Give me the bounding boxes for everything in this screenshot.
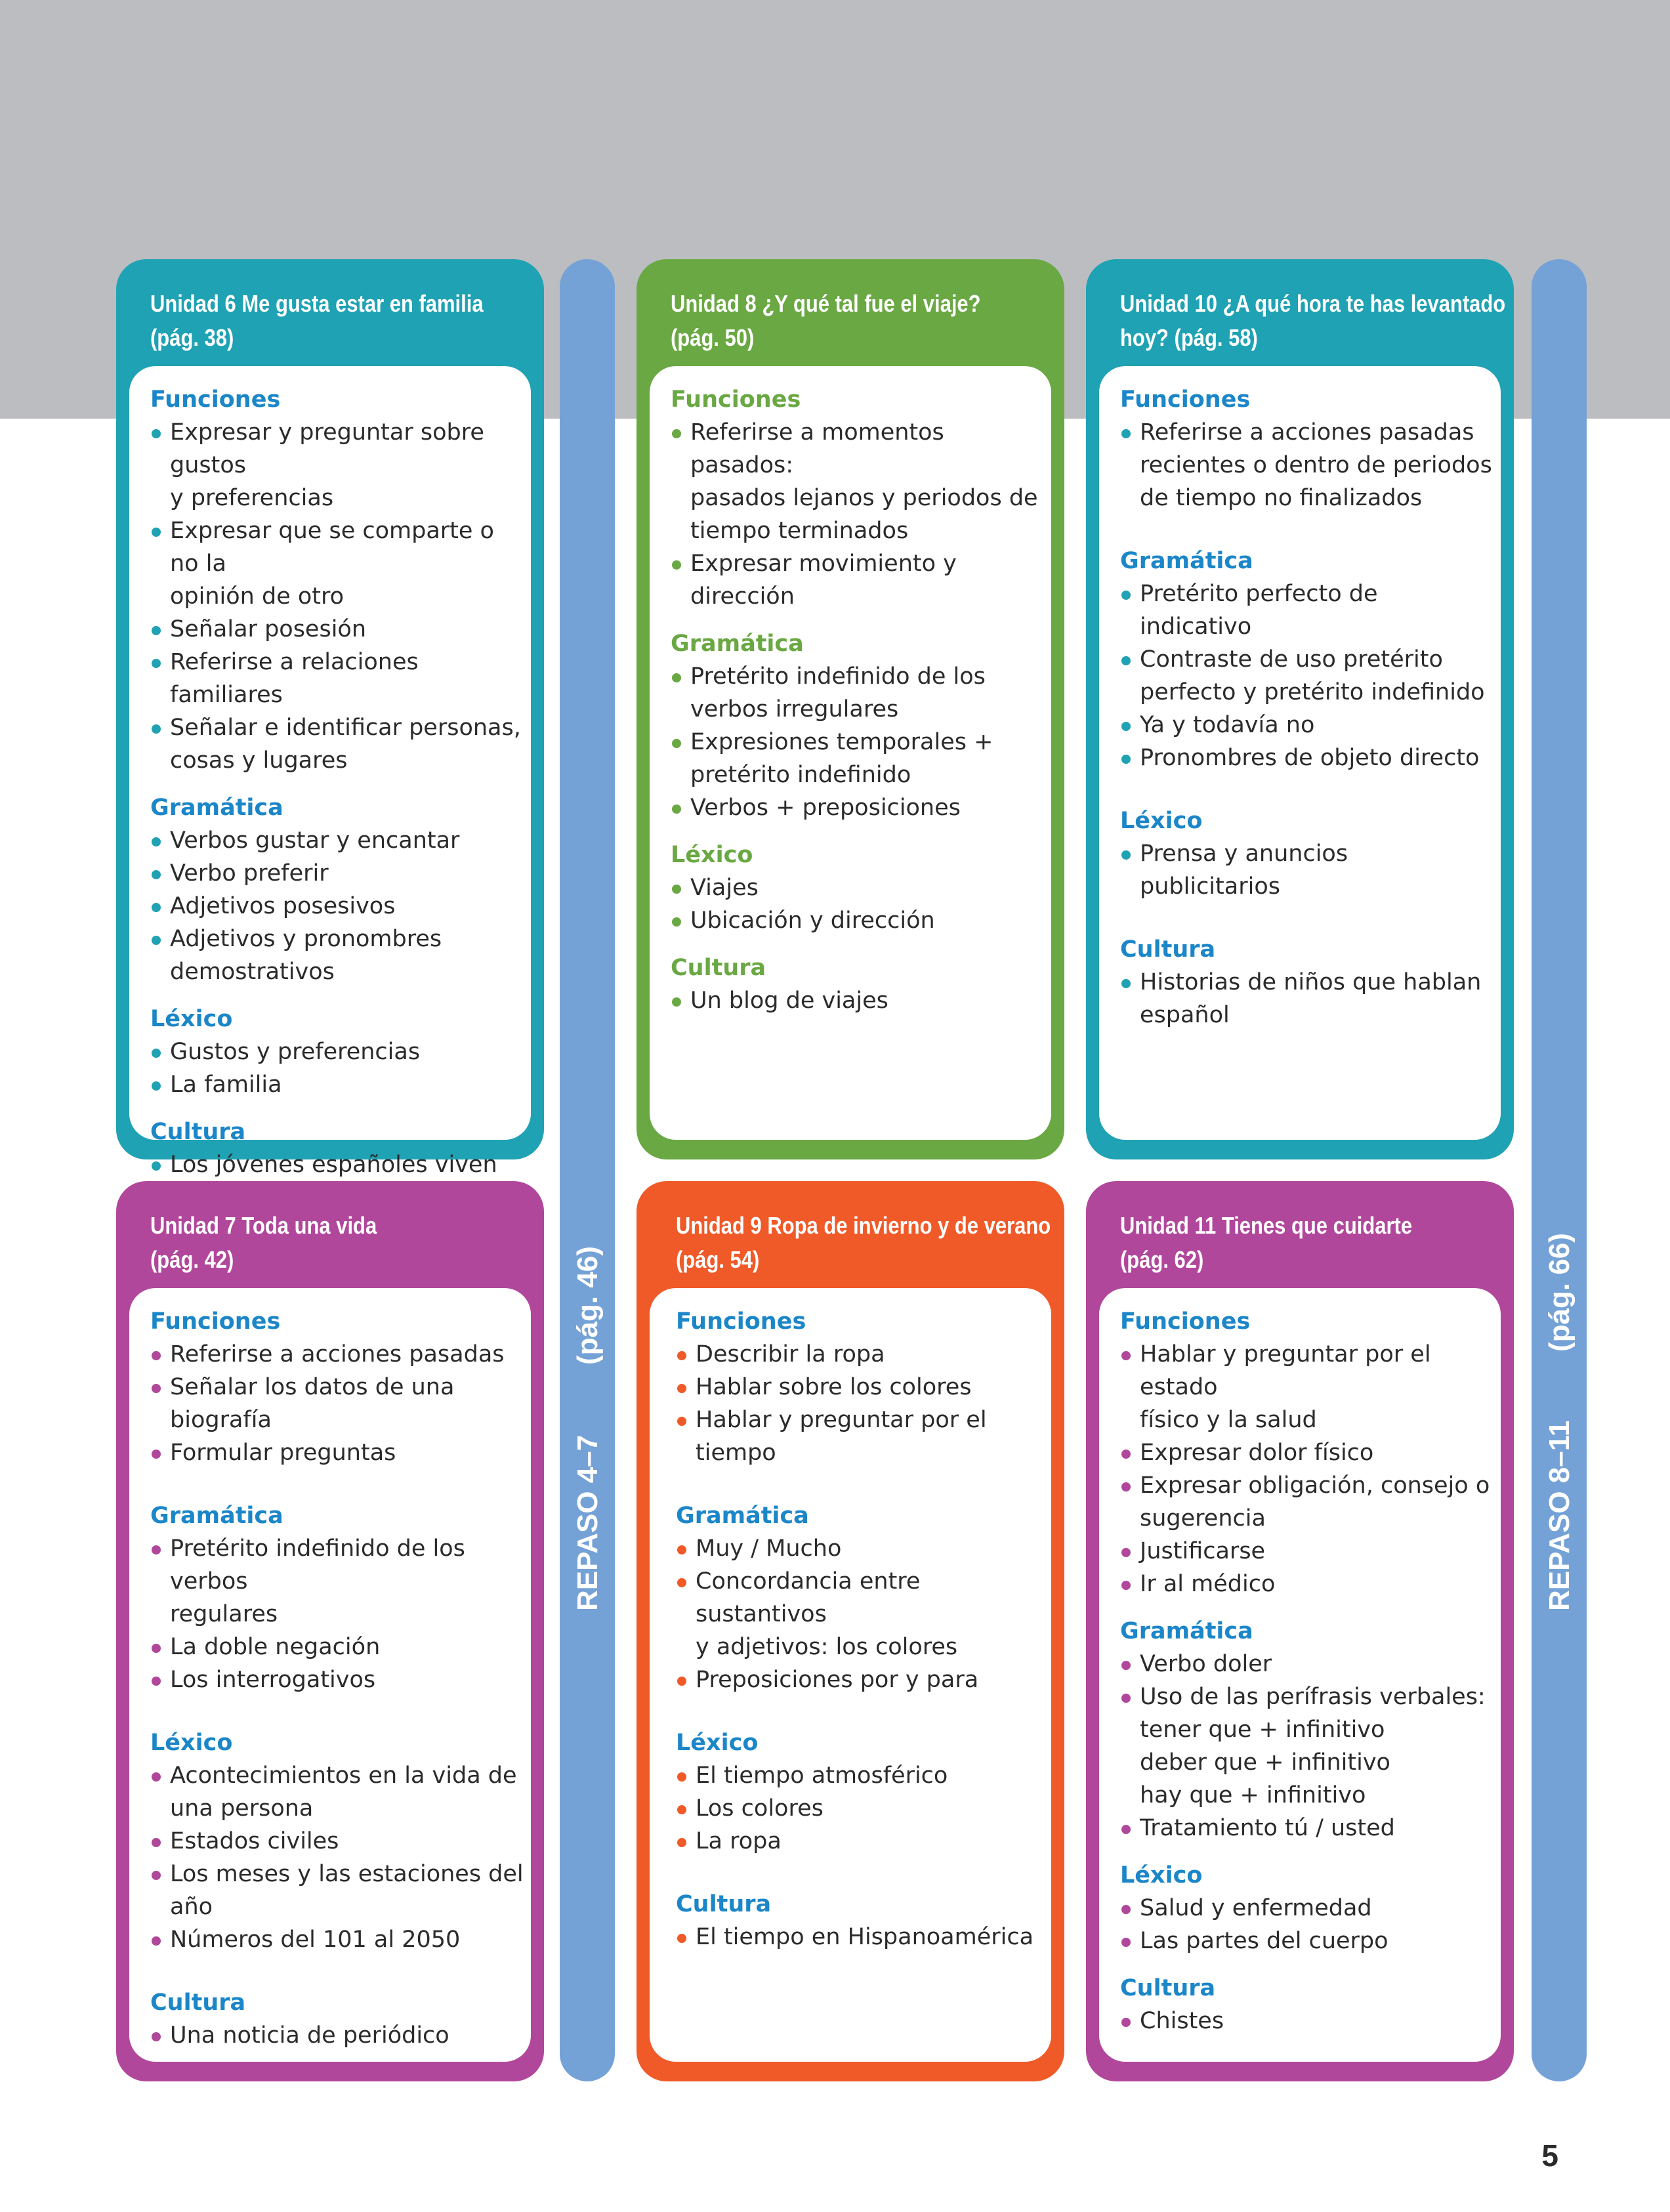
list-item: Muy / Mucho (676, 1532, 1045, 1565)
section-list (1120, 416, 1494, 514)
section-list (150, 2019, 524, 2052)
repaso-4-7-label: REPASO 4–7 (572, 1434, 604, 1611)
list-item: Un blog de viajes (671, 984, 1045, 1017)
list-item: Ubicación y dirección (671, 904, 1045, 937)
section-list (1120, 966, 1494, 1032)
repaso-8-11-bar (1532, 259, 1587, 2081)
list-item: Gustos y preferencias (150, 1035, 524, 1068)
section-funciones (1120, 1305, 1494, 1600)
list-item: Verbos gustar y encantar (150, 824, 524, 857)
list-item: Prensa y anuncios publicitarios (1120, 837, 1494, 903)
list-item: Chistes (1120, 2005, 1494, 2037)
section-funciones (676, 1305, 1045, 1469)
unit-title: Unidad 6 Me gusta estar en familia (pág. 38) (150, 290, 484, 351)
unit-content (650, 1288, 1051, 2062)
section-heading: Funciones (1120, 1308, 1251, 1335)
list-item: Pretérito indefinido de los verbos irregulares (671, 660, 1045, 726)
unit-content (1099, 1288, 1501, 2062)
list-item: Expresar y preguntar sobre gustos y preferencias (150, 416, 524, 514)
section-gramática (1120, 545, 1494, 774)
section-heading: Gramática (671, 631, 804, 657)
unit-6-card (116, 259, 544, 1178)
section-léxico (150, 1003, 524, 1101)
section-list (1120, 577, 1494, 774)
unit-content (129, 366, 531, 1178)
unit-10-card (1086, 259, 1514, 1159)
section-gramática (671, 627, 1045, 824)
list-item: Concordancia entre sustantivos y adjetivos: los colores (676, 1565, 1045, 1663)
list-item: Adjetivos y pronombres demostrativos (150, 923, 524, 988)
section-heading: Cultura (150, 1119, 246, 1145)
list-item: Números del 101 al 2050 (150, 1923, 524, 1956)
list-item: Una noticia de periódico (150, 2019, 524, 2052)
section-heading: Cultura (1120, 1975, 1216, 2001)
section-heading: Gramática (1120, 1618, 1253, 1644)
section-léxico (1120, 804, 1494, 903)
list-item: Viajes (671, 871, 1045, 904)
section-heading: Funciones (1120, 386, 1251, 413)
repaso-8-11-page: (pág. 66) (1543, 1233, 1576, 1352)
section-léxico (150, 1726, 524, 1956)
section-list (671, 871, 1045, 937)
section-cultura (150, 1986, 524, 2052)
unit-title: Unidad 8 ¿Y qué tal fue el viaje? (pág. 50) (671, 290, 981, 351)
section-heading: Léxico (676, 1730, 759, 1756)
list-item: Verbo preferir (150, 857, 524, 890)
unit-8-card (637, 259, 1064, 1159)
section-list (671, 660, 1045, 824)
list-item: Expresar movimiento y dirección (671, 547, 1045, 613)
list-item: Señalar posesión (150, 613, 524, 646)
list-item: Señalar e identificar personas, cosas y lugares (150, 711, 524, 777)
list-item: Verbos + preposiciones (671, 791, 1045, 824)
section-heading: Funciones (676, 1308, 806, 1335)
section-heading: Gramática (150, 1503, 283, 1529)
list-item: Estados civiles (150, 1825, 524, 1858)
section-list (676, 1532, 1045, 1696)
section-gramática (1120, 1615, 1494, 1845)
list-item: Formular preguntas (150, 1436, 524, 1469)
section-list (150, 416, 524, 777)
list-item: Hablar y preguntar por el tiempo (676, 1404, 1045, 1469)
list-item: Salud y enfermedad (1120, 1892, 1494, 1925)
list-item: La ropa (676, 1825, 1045, 1858)
list-item: Los jóvenes españoles viven (150, 1148, 524, 1214)
section-list (676, 1921, 1045, 1953)
section-list (1120, 1648, 1494, 1845)
section-heading: Cultura (671, 955, 766, 981)
list-item: Señalar los datos de una biografía (150, 1371, 524, 1436)
section-gramática (150, 1499, 524, 1696)
list-item: Los colores (676, 1792, 1045, 1825)
list-item: Contraste de uso pretérito perfecto y pretérito indefinido (1120, 643, 1494, 709)
section-list (150, 1532, 524, 1696)
section-heading: Léxico (150, 1730, 233, 1756)
unit-title: Unidad 10 ¿A qué hora te has levantado hoy? (pág. 58) (1120, 290, 1506, 351)
list-item: Tratamiento tú / usted (1120, 1812, 1494, 1845)
list-item: Referirse a relaciones familiares (150, 646, 524, 711)
section-heading: Cultura (676, 1891, 772, 1917)
list-item: Describir la ropa (676, 1338, 1045, 1371)
section-funciones (150, 1305, 524, 1469)
list-item: Hablar sobre los colores (676, 1371, 1045, 1404)
section-heading: Léxico (671, 842, 753, 868)
list-item: El tiempo atmosférico (676, 1759, 1045, 1792)
list-item: Expresiones temporales + pretérito indefinido (671, 726, 1045, 791)
repaso-8-11-label: REPASO 8–11 (1543, 1420, 1576, 1611)
list-item: Ya y todavía no (1120, 709, 1494, 741)
unit-9-card (637, 1181, 1064, 2081)
list-item: Referirse a acciones pasadas (150, 1338, 524, 1371)
unit-content (129, 1288, 531, 2062)
section-list (150, 824, 524, 988)
section-list (671, 416, 1045, 613)
list-item: Expresar que se comparte o no la opinión de otro (150, 514, 524, 613)
unit-7-card (116, 1181, 544, 2081)
section-léxico (671, 839, 1045, 937)
unit-content (650, 366, 1051, 1140)
section-gramática (676, 1499, 1045, 1696)
section-funciones (671, 383, 1045, 613)
unit-title: Unidad 9 Ropa de invierno y de verano (pág. 54) (676, 1212, 1051, 1273)
section-léxico (676, 1726, 1045, 1858)
section-gramática (150, 791, 524, 988)
section-funciones (150, 383, 524, 777)
section-heading: Gramática (1120, 548, 1253, 574)
list-item: Historias de niños que hablan español (1120, 966, 1494, 1032)
list-item: Verbo doler (1120, 1648, 1494, 1680)
list-item: La doble negación (150, 1631, 524, 1663)
list-item: Pretérito indefinido de los verbos regulares (150, 1532, 524, 1631)
section-list (1120, 1338, 1494, 1600)
section-léxico (1120, 1859, 1494, 1957)
section-list (676, 1338, 1045, 1469)
list-item: La familia (150, 1068, 524, 1101)
section-list (1120, 1892, 1494, 1957)
list-item: Preposiciones por y para (676, 1663, 1045, 1696)
list-item: Pronombres de objeto directo (1120, 741, 1494, 774)
list-item: Uso de las perífrasis verbales: tener que + infinitivo deber que + infinitivo hay que + infinitivo (1120, 1680, 1494, 1812)
section-list (671, 984, 1045, 1017)
section-heading: Cultura (1120, 936, 1216, 963)
repaso-4-7-bar (560, 259, 615, 2081)
section-list (676, 1759, 1045, 1858)
section-list (1120, 837, 1494, 903)
list-item: Los interrogativos (150, 1663, 524, 1696)
list-item: El tiempo en Hispanoamérica (676, 1921, 1045, 1953)
page-number: 5 (1541, 2139, 1558, 2173)
section-cultura (1120, 933, 1494, 1032)
section-heading: Gramática (676, 1503, 809, 1529)
section-list (150, 1759, 524, 1956)
section-heading: Gramática (150, 795, 283, 821)
list-item: Expresar obligación, consejo o sugerencia (1120, 1469, 1494, 1535)
list-item: Los meses y las estaciones del año (150, 1858, 524, 1923)
section-cultura (676, 1888, 1045, 1953)
section-heading: Funciones (671, 386, 801, 413)
section-heading: Léxico (150, 1006, 233, 1032)
list-item: Adjetivos posesivos (150, 890, 524, 923)
list-item: Referirse a momentos pasados: pasados lejanos y periodos de tiempo terminados (671, 416, 1045, 547)
section-heading: Cultura (150, 1990, 246, 2016)
unit-title: Unidad 11 Tienes que cuidarte (pág. 62) (1120, 1212, 1413, 1273)
section-heading: Funciones (150, 1308, 281, 1335)
unit-content (1099, 366, 1501, 1140)
section-list (1120, 2005, 1494, 2037)
unit-11-card (1086, 1181, 1514, 2081)
section-heading: Funciones (150, 386, 281, 413)
repaso-4-7-page: (pág. 46) (572, 1246, 604, 1365)
section-cultura (671, 951, 1045, 1017)
list-item: Pretérito perfecto de indicativo (1120, 577, 1494, 643)
section-list (150, 1035, 524, 1101)
list-item: Expresar dolor físico (1120, 1436, 1494, 1469)
section-cultura (1120, 1972, 1494, 2037)
unit-title: Unidad 7 Toda una vida (pág. 42) (150, 1212, 377, 1273)
list-item: Las partes del cuerpo (1120, 1925, 1494, 1957)
list-item: Acontecimientos en la vida de una persona (150, 1759, 524, 1825)
section-heading: Léxico (1120, 1862, 1203, 1889)
list-item: Referirse a acciones pasadas recientes o dentro de periodos de tiempo no finalizados (1120, 416, 1494, 514)
section-funciones (1120, 383, 1494, 514)
section-list (150, 1338, 524, 1469)
section-heading: Léxico (1120, 808, 1203, 834)
list-item: Hablar y preguntar por el estado físico y la salud (1120, 1338, 1494, 1436)
list-item: Justificarse (1120, 1535, 1494, 1568)
list-item: Ir al médico (1120, 1568, 1494, 1600)
